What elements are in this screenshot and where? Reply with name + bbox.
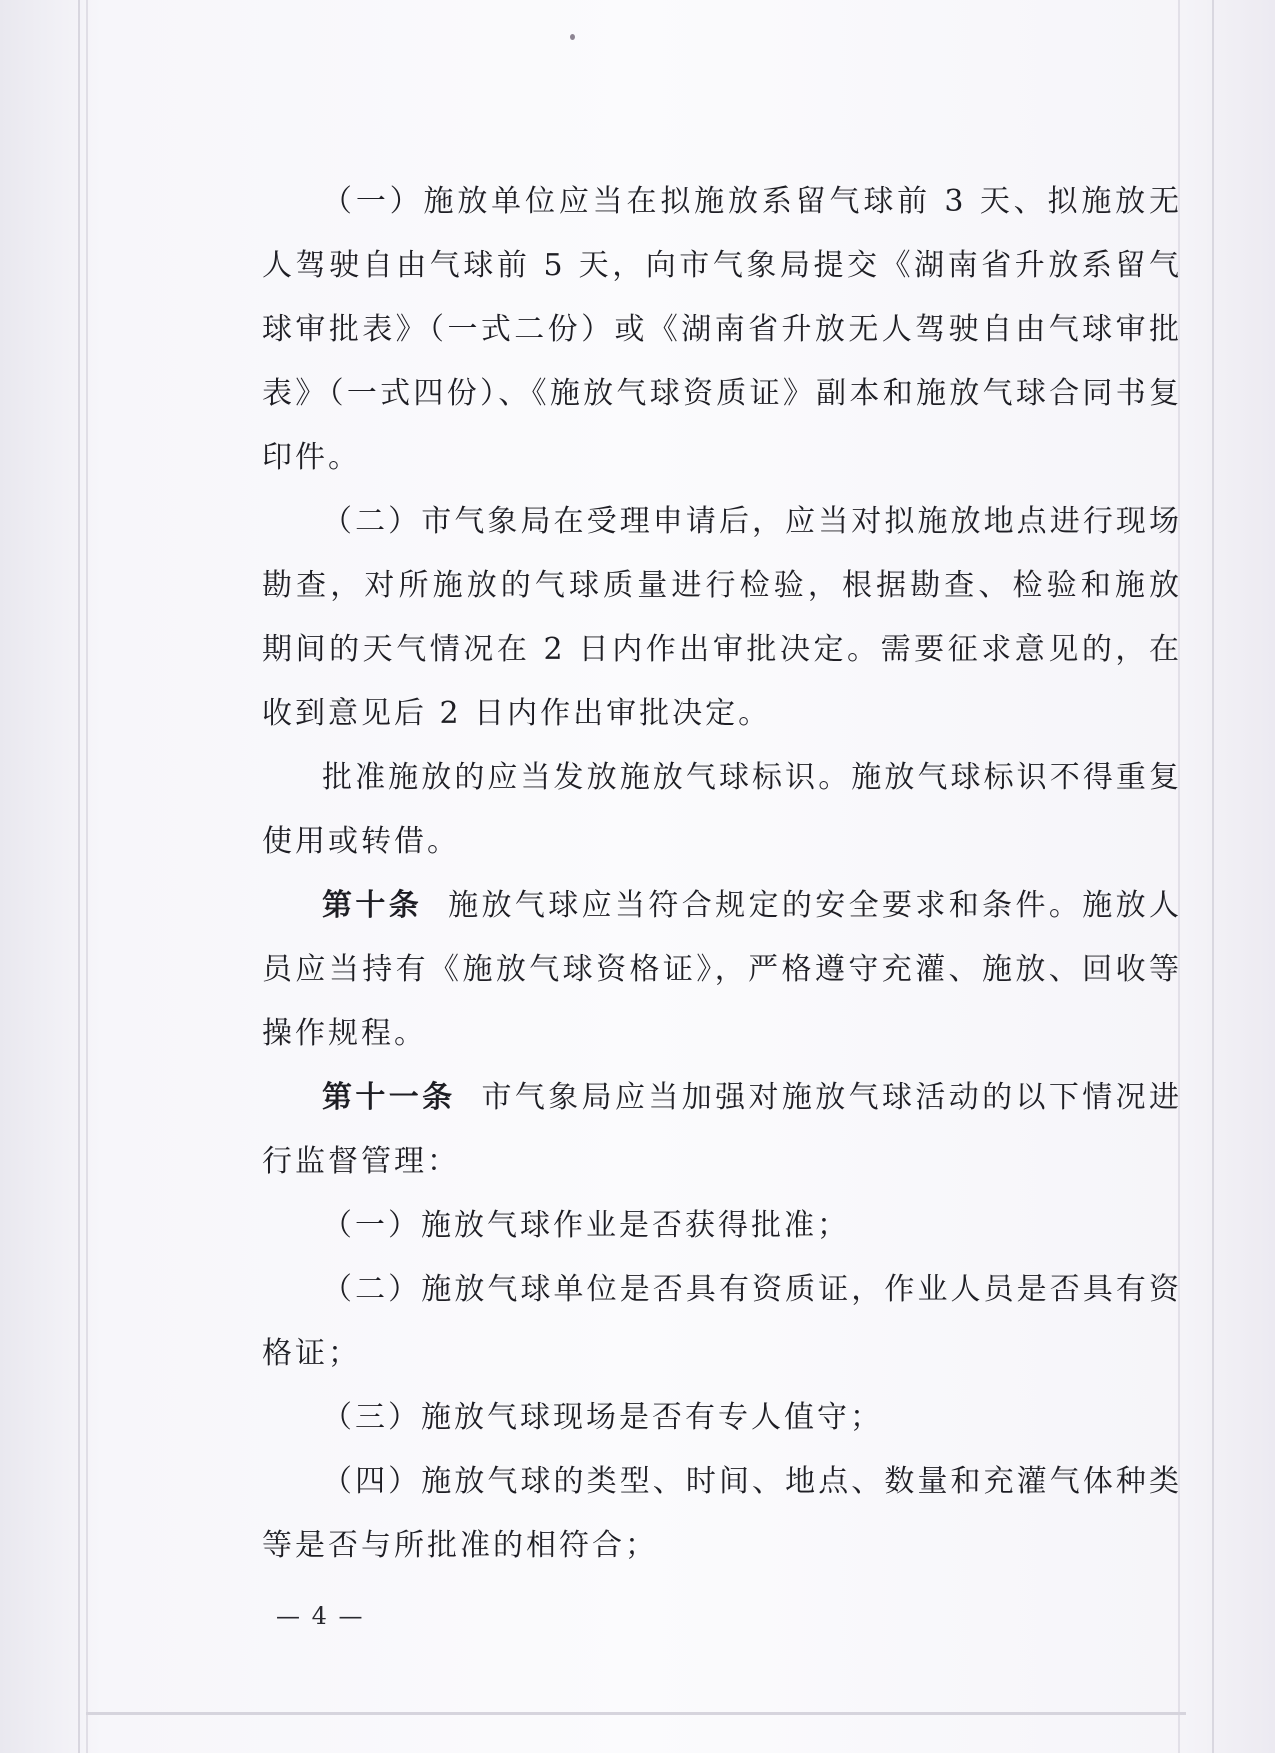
article-10 bbox=[262, 874, 1182, 1066]
page-edge-left-outer bbox=[78, 0, 80, 1753]
paragraph-text: （二）市气象局在受理申请后，应当对拟施放地点进行现场勘查，对所施放的气球质量进行检验，根据勘查、检验和施放期间的天气情况在 2 日内作出审批决定。需要征求意见的，在收到意见后 2 日内作出审批决定。 bbox=[262, 504, 1182, 731]
paragraph-text: 批准施放的应当发放施放气球标识。施放气球标识不得重复使用或转借。 bbox=[262, 760, 1182, 859]
list-item-1 bbox=[262, 1194, 1182, 1258]
article-text: 施放气球应当符合规定的安全要求和条件。施放人员应当持有《施放气球资格证》，严格遵守充灌、施放、回收等操作规程。 bbox=[262, 888, 1182, 1051]
paragraph-apply-deadline bbox=[262, 170, 1182, 490]
list-item-2 bbox=[262, 1258, 1182, 1386]
list-item-text: （四）施放气球的类型、时间、地点、数量和充灌气体种类等是否与所批准的相符合； bbox=[262, 1464, 1182, 1563]
article-text: 市气象局应当加强对施放气球活动的以下情况进行监督管理： bbox=[262, 1080, 1182, 1179]
paragraph-text: （一）施放单位应当在拟施放系留气球前 3 天、拟施放无人驾驶自由气球前 5 天，向市气象局提交《湖南省升放系留气球审批表》（一式二份）或《湖南省升放无人驾驶自由气球审批表》（一式四份）、《施放气球资质证》副本和施放气球合同书复印件。 bbox=[262, 184, 1182, 475]
list-item-4 bbox=[262, 1450, 1182, 1578]
article-11 bbox=[262, 1066, 1182, 1194]
article-heading: 第十条 bbox=[322, 888, 423, 923]
page-number: — 4 — bbox=[276, 1602, 365, 1630]
list-item-text: （三）施放气球现场是否有专人值守； bbox=[322, 1400, 883, 1435]
scan-speck bbox=[570, 34, 575, 40]
page-edge-right-outer bbox=[1212, 0, 1214, 1753]
list-item-3 bbox=[262, 1386, 1182, 1450]
paragraph-approval-mark bbox=[262, 746, 1182, 874]
document-body bbox=[262, 170, 1182, 1578]
page-bottom-edge bbox=[86, 1712, 1186, 1715]
list-item-text: （二）施放气球单位是否具有资质证，作业人员是否具有资格证； bbox=[262, 1272, 1182, 1371]
article-heading: 第十一条 bbox=[322, 1080, 456, 1115]
list-item-text: （一）施放气球作业是否获得批准； bbox=[322, 1208, 850, 1243]
page-edge-left-inner bbox=[86, 0, 88, 1753]
paragraph-review-process bbox=[262, 490, 1182, 746]
